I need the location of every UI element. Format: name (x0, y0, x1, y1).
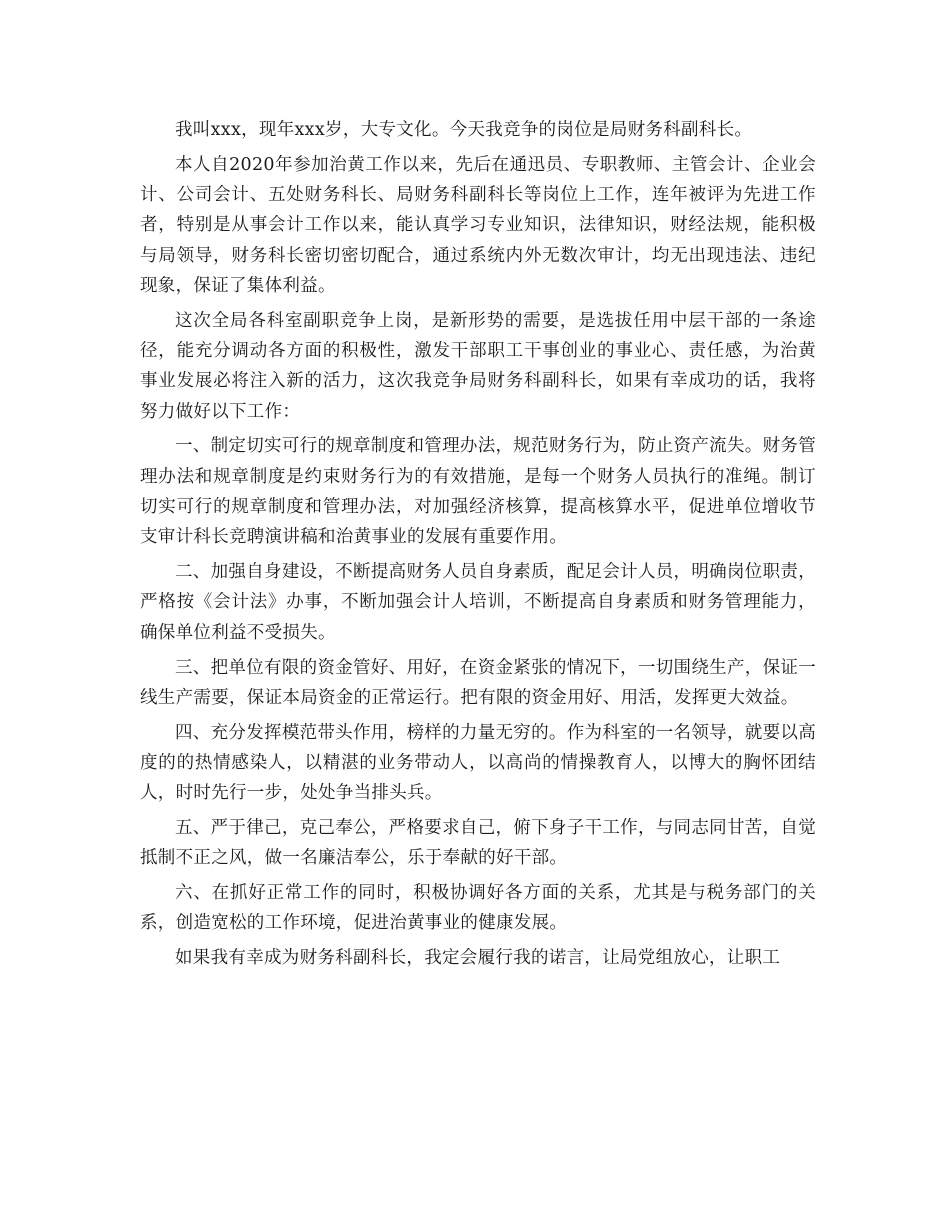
paragraph-point-4: 四、充分发挥模范带头作用，榜样的力量无穷的。作为科室的一名领导，就要以高度的的热情感染人，以精湛的业务带动人，以高尚的情操教育人，以博大的胸怀团结人，时时先行一步，处处争当排头兵。 (140, 722, 816, 804)
paragraph-experience: 本人自2020年参加治黄工作以来，先后在通迅员、专职教师、主管会计、企业会计、公司会计、五处财务科长、局财务科副科长等岗位上工作，连年被评为先进工作者，特别是从事会计工作以来，能认真学习专业知识，法律知识，财经法规，能积极与局领导，财务科长密切密切配合，通过系统内外无数次审计，均无出现违法、违纪现象，保证了集体利益。 (140, 154, 816, 296)
paragraph-intro: 我叫xxx，现年xxx岁，大专文化。今天我竞争的岗位是局财务科副科长。 (175, 120, 753, 140)
paragraph-point-1: 一、制定切实可行的规章制度和管理办法，规范财务行为，防止资产流失。财务管理办法和规章制度是约束财务行为的有效措施，是每一个财务人员执行的准绳。制订切实可行的规章制度和管理办法，对加强经济核算，提高核算水平，促进单位增收节支审计科长竞聘演讲稿和治黄事业的发展有重要作用。 (140, 436, 816, 548)
paragraph-point-6: 六、在抓好正常工作的同时，积极协调好各方面的关系，尤其是与税务部门的关系，创造宽松的工作环境，促进治黄事业的健康发展。 (140, 883, 816, 934)
paragraph-point-5: 五、严于律己，克己奉公，严格要求自己，俯下身子干工作，与同志同甘苦，自觉抵制不正之风，做一名廉洁奉公，乐于奉献的好干部。 (140, 818, 816, 869)
document-body (140, 115, 816, 978)
paragraph-point-2: 二、加强自身建设，不断提高财务人员自身素质，配足会计人员，明确岗位职责，严格按《会计法》办事，不断加强会计人培训，不断提高自身素质和财务管理能力，确保单位利益不受损失。 (140, 562, 816, 643)
paragraph-motivation: 这次全局各科室副职竞争上岗，是新形势的需要，是选拔任用中层干部的一条途径，能充分调动各方面的积极性，激发干部职工干事创业的事业心、责任感，为治黄事业发展必将注入新的活力，这次我竞争局财务科副科长，如果有幸成功的话，我将努力做好以下工作： (140, 310, 816, 422)
paragraph-point-3: 三、把单位有限的资金管好、用好，在资金紧张的情况下，一切围绕生产，保证一线生产需要，保证本局资金的正常运行。把有限的资金用好、用活，发挥更大效益。 (140, 657, 816, 708)
paragraph-closing: 如果我有幸成为财务科副科长，我定会履行我的诺言，让局党组放心，让职工 (175, 948, 781, 969)
